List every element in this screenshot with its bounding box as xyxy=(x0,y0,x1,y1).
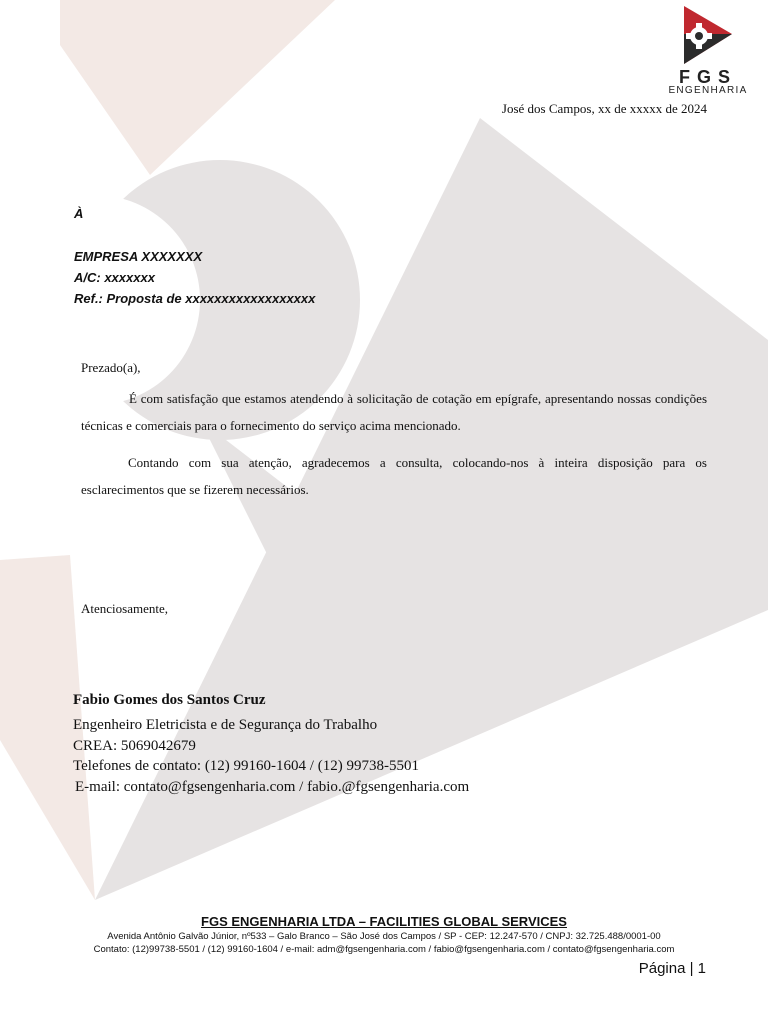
footer-contacts: Contato: (12)99738-5501 / (12) 99160-1604 / e-mail: adm@fgsengenharia.com / fabio@fgsengenharia.com / contato@fgsengenharia.com xyxy=(93,944,675,955)
logo-name: FGS xyxy=(678,67,737,87)
signature-name: Fabio Gomes dos Santos Cruz xyxy=(73,692,266,708)
logo-mark-icon xyxy=(654,4,754,70)
recipient-company: EMPRESA XXXXXXX xyxy=(74,249,203,264)
recipient-to: À xyxy=(74,206,84,221)
closing: Atenciosamente, xyxy=(81,601,168,616)
signature-role: Engenheiro Eletricista e de Segurança do Trabalho xyxy=(73,717,378,733)
signature-email: E-mail: contato@fgsengenharia.com / fabio.@fgsengenharia.com xyxy=(75,779,470,795)
footer-company: FGS ENGENHARIA LTDA – FACILITIES GLOBAL SERVICES xyxy=(201,914,567,929)
paragraph-2: Contando com sua atenção, agradecemos a consulta, colocando-nos à inteira disposição para os esclarecimentos que se fizerem necessários. xyxy=(81,455,707,497)
recipient-reference: Ref.: Proposta de xxxxxxxxxxxxxxxxxx xyxy=(74,291,316,306)
logo-subtitle: ENGENHARIA xyxy=(668,85,748,96)
watermark-rose-band xyxy=(60,0,335,175)
greeting: Prezado(a), xyxy=(81,360,141,375)
date-line: José dos Campos, xx de xxxxx de 2024 xyxy=(501,101,707,116)
paragraph-1: É com satisfação que estamos atendendo à solicitação de cotação em epígrafe, apresentando nossas condições técnicas e comerciais para o fornecimento do serviço acima mencionado. xyxy=(81,391,707,433)
footer-address: Avenida Antônio Galvão Júnior, nº533 – Galo Branco – São José dos Campos / SP - CEP: 12.247-570 / CNPJ: 32.725.488/0001-00 xyxy=(107,931,661,942)
signature-crea: CREA: 5069042679 xyxy=(73,738,196,754)
recipient-attention: A/C: xxxxxxx xyxy=(74,270,155,285)
page-number: Página | 1 xyxy=(638,960,706,977)
company-logo xyxy=(654,4,754,96)
signature-phones: Telefones de contato: (12) 99160-1604 / (12) 99738-5501 xyxy=(73,758,419,774)
